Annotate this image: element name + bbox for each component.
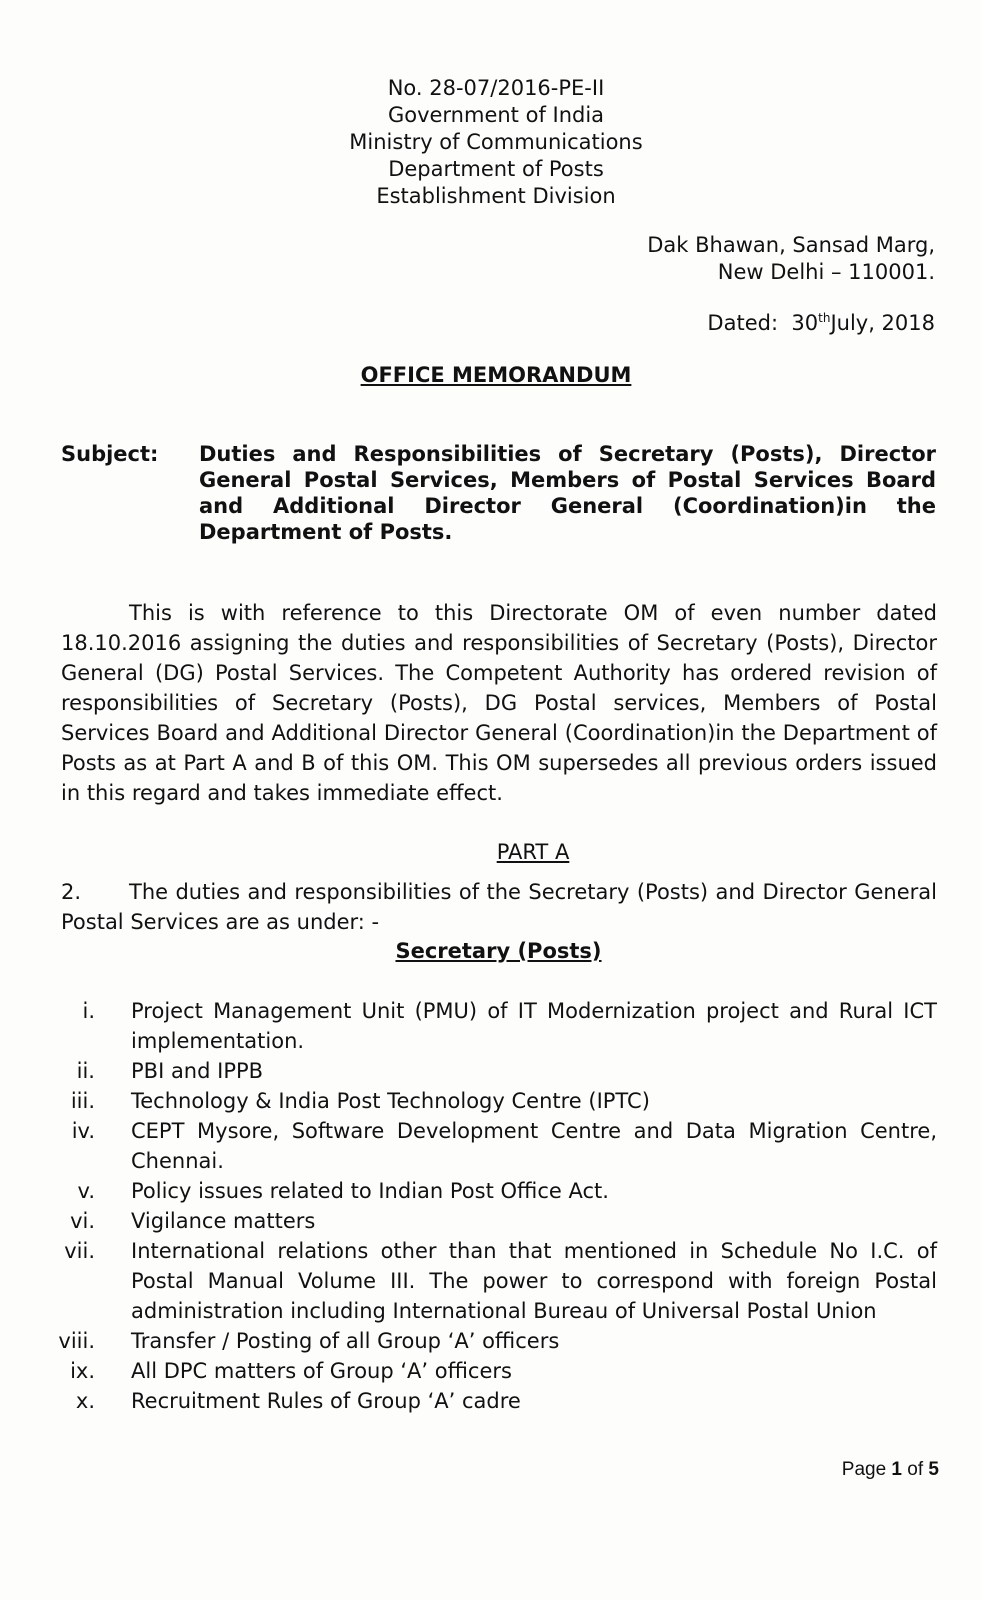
list-item [0,1356,981,1386]
date-line [707,310,935,337]
page-current: 1 [891,1459,902,1480]
list-item [0,1116,981,1176]
list-item-text: Technology & India Post Technology Centre (IPTC) [131,1089,650,1113]
list-item-text: All DPC matters of Group ‘A’ officers [131,1359,512,1383]
date-suffix: th [818,311,831,325]
division-name: Establishment Division [376,184,616,208]
of-word: of [907,1459,924,1480]
list-item-number: iv. [71,1119,95,1143]
list-item [0,1056,981,1086]
ministry-name: Ministry of Communications [349,130,643,154]
letterhead [0,75,981,210]
intro-paragraph: This is with reference to this Directorate OM of even number dated 18.10.2016 assigning the duties and responsibilities of Secretary (Posts), Director General (DG) Postal Services. The Competent Authority has ordered revision of responsibilities of Secretary (Posts), DG Postal services, Members of Postal Services Board and Additional Director General (Coordination)in the Department of Posts as at Part A and B of this OM. This OM supersedes all previous orders issued in this regard and takes immediate effect. [61,601,937,805]
government-name: Government of India [387,103,605,127]
list-item-number: iii. [70,1089,95,1113]
list-item [0,996,981,1056]
list-item [0,1206,981,1236]
list-item-number: v. [77,1179,95,1203]
page-number [842,1458,939,1482]
list-item-text: Recruitment Rules of Group ‘A’ cadre [131,1389,521,1413]
list-item [0,1386,981,1416]
list-item-number: x. [75,1389,95,1413]
date-label: Dated: [707,311,779,335]
list-item-text: CEPT Mysore, Software Development Centre and Data Migration Centre, Chennai. [131,1119,937,1173]
date-day: 30 [791,311,819,335]
date-rest: July, 2018 [830,311,935,335]
memo-title: OFFICE MEMORANDUM [360,363,632,387]
list-item-text: Vigilance matters [131,1209,316,1233]
part-a-heading: PART A [496,840,570,864]
list-item-text: International relations other than that mentioned in Schedule No I.C. of Postal Manual Volume III. The power to correspond with foreign Postal administration including International Bureau of Universal Postal Union [131,1239,937,1323]
list-item-number: viii. [58,1329,95,1353]
page-word: Page [841,1459,887,1480]
list-item-text: Policy issues related to Indian Post Office Act. [131,1179,609,1203]
paragraph-2 [61,877,937,937]
list-item [0,1086,981,1116]
list-item [0,1236,981,1326]
address-line-2: New Delhi – 110001. [717,260,935,284]
paragraph-2-text: The duties and responsibilities of the Secretary (Posts) and Director General Postal Services are as under: - [61,880,937,934]
list-item-text: Transfer / Posting of all Group ‘A’ officers [131,1329,560,1353]
file-number: No. 28-07/2016-PE-II [387,76,605,100]
list-item [0,1326,981,1356]
subject-label: Subject: [61,442,159,466]
list-item-number: ii. [76,1059,95,1083]
list-item-text: Project Management Unit (PMU) of IT Modernization project and Rural ICT implementation. [131,999,937,1053]
subject-text: Duties and Responsibilities of Secretary (Posts), Director General Postal Services, Members of Postal Services Board and Additional Director General (Coordination)in the Department of Posts. [199,442,936,544]
list-item-text: PBI and IPPB [131,1059,264,1083]
secretary-posts-heading: Secretary (Posts) [395,939,602,963]
paragraph-2-number: 2. [61,880,82,904]
list-item-number: ix. [70,1359,95,1383]
department-name: Department of Posts [388,157,604,181]
address-line-1: Dak Bhawan, Sansad Marg, [647,233,935,257]
list-item [0,1176,981,1206]
duties-list [0,996,981,1416]
list-item-number: i. [82,999,95,1023]
page-total: 5 [928,1459,939,1480]
list-item-number: vii. [64,1239,95,1263]
address-block [647,232,935,286]
list-item-number: vi. [70,1209,95,1233]
